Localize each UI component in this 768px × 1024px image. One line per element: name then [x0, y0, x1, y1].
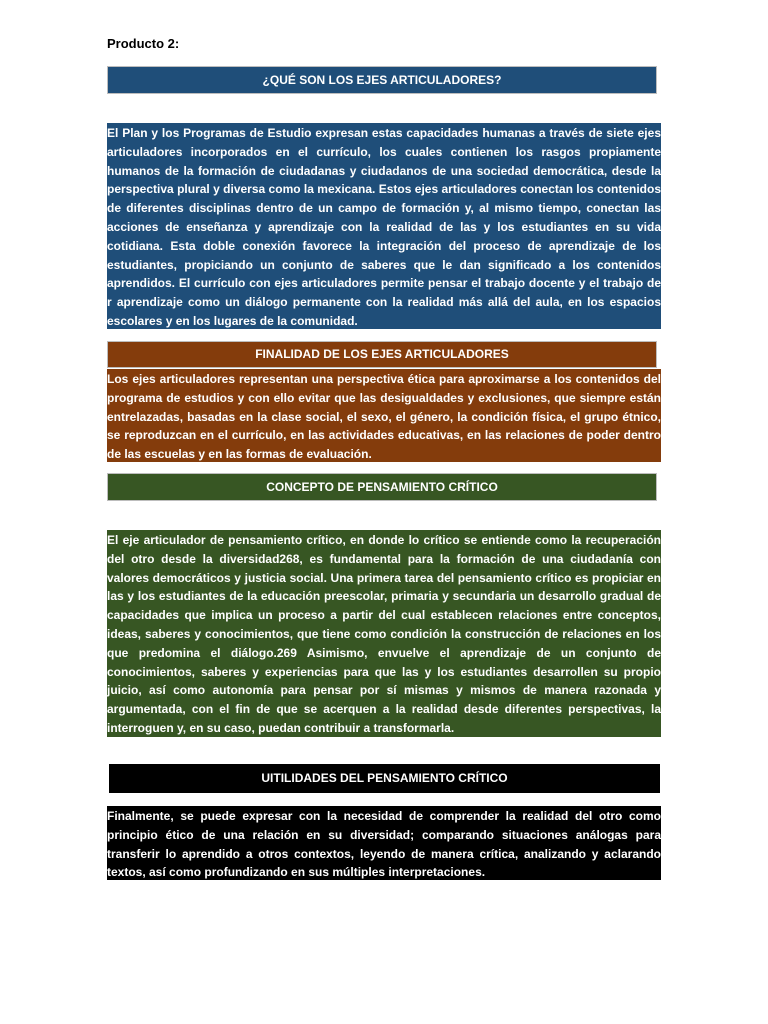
section-heading-ejes-articuladores: ¿QUÉ SON LOS EJES ARTICULADORES? — [107, 66, 657, 94]
section-body-utilidades: Finalmente, se puede expresar con la necesidad de comprender la realidad del otro como principio ético de una relación en su diversidad; comparando situaciones análogas para transferir lo aprendido a otros contextos, leyendo de manera crítica, analizando y aclarando textos, así como profundizando en sus múltiples interpretaciones. — [107, 806, 661, 880]
section-body-pensamiento-critico: El eje articulador de pensamiento crítico, en donde lo crítico se entiende como la recuperación del otro desde la diversidad268, es fundamental para la formación de una ciudadanía con valores democráticos y justicia social. Una primera tarea del pensamiento crítico es propiciar en las y los estudiantes de la educación preescolar, primaria y secundaria un desarrollo gradual de capacidades que implica un proceso a partir del cual establecen relaciones entre conceptos, ideas, saberes y conocimientos, que tiene como condición la construcción de relaciones en los que predomina el diálogo.269 Asimismo, envuelve el aprendizaje de un conjunto de conocimientos, saberes y experiencias para que las y los estudiantes desarrollen su propio juicio, así como autonomía para pensar por sí mismas y mismos de manera razonada y argumentada, con el fin de que se acerquen a la realidad desde diferentes perspectivas, la interroguen y, en su caso, puedan contribuir a transformarla. — [107, 530, 661, 737]
section-body-ejes-articuladores: El Plan y los Programas de Estudio expresan estas capacidades humanas a través de siete ejes articuladores incorporados en el currículo, los cuales contienen los rasgos propiamente humanos de la formación de ciudadanas y ciudadanos de una sociedad democrática, desde la perspectiva plural y diversa como la mexicana. Estos ejes articuladores conectan los contenidos de diferentes disciplinas dentro de un campo de formación y, al mismo tiempo, conectan las acciones de enseñanza y aprendizaje con la realidad de las y los estudiantes en su vida cotidiana. Esta doble conexión favorece la integración del proceso de aprendizaje de los estudiantes, propiciando un conjunto de saberes que le dan significado a los contenidos aprendidos. El currículo con ejes articuladores permite pensar el trabajo docente y el trabajo de r aprendizaje como un diálogo permanente con la realidad más allá del aula, en los espacios escolares y en los lugares de la comunidad. — [107, 123, 661, 329]
section-heading-finalidad: FINALIDAD DE LOS EJES ARTICULADORES — [107, 341, 657, 368]
section-heading-utilidades: UITILIDADES DEL PENSAMIENTO CRÍTICO — [109, 764, 660, 793]
section-body-finalidad: Los ejes articuladores representan una perspectiva ética para aproximarse a los contenidos del programa de estudios y con ello evitar que las desigualdades y exclusiones, que siempre están entrelazadas, basadas en la clase social, el sexo, el género, la condición física, el grupo étnico, se reproduzcan en el currículo, en las actividades educativas, en las relaciones de poder dentro de las escuelas y en las formas de evaluación. — [107, 369, 661, 462]
document-label: Producto 2: — [107, 36, 180, 51]
section-heading-pensamiento-critico: CONCEPTO DE PENSAMIENTO CRÍTICO — [107, 473, 657, 501]
